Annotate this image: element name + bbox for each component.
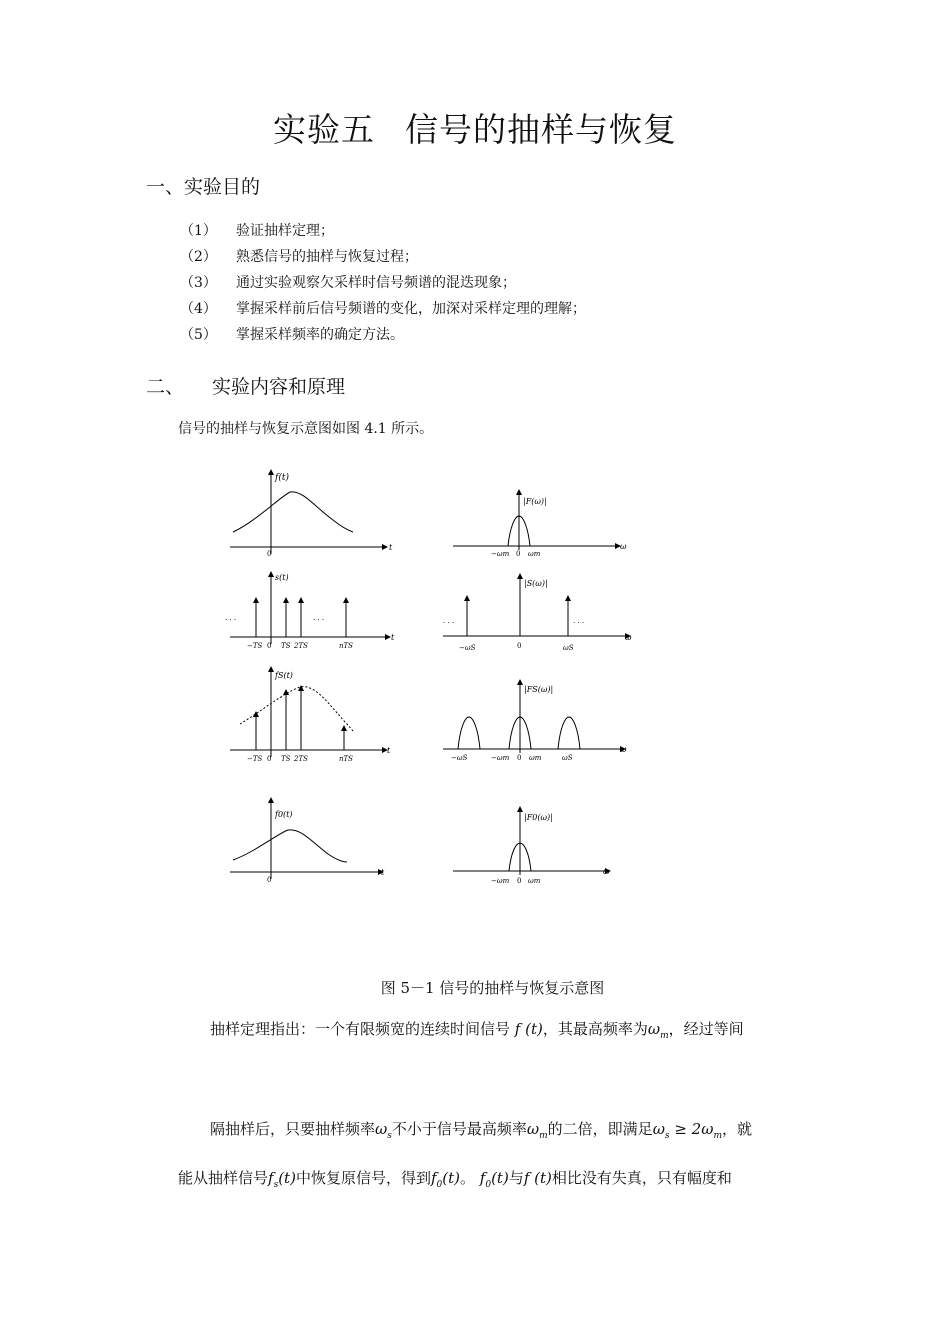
list-item <box>180 322 586 348</box>
label-dots: · · · <box>573 619 585 627</box>
label-Wm: ωm <box>529 754 542 762</box>
list-item <box>180 244 586 270</box>
label-t: t <box>391 633 395 642</box>
label-w: ω <box>625 633 632 642</box>
label-zero: 0 <box>517 877 522 885</box>
label-w: ω <box>603 867 610 876</box>
label-nTs: nTS <box>339 755 353 763</box>
label-t: t <box>387 746 391 755</box>
list-number: （2） <box>180 249 217 265</box>
label-Ws: ωS <box>563 644 574 652</box>
label-dots: · · · <box>313 616 325 624</box>
list-number: （4） <box>180 301 217 317</box>
math-sub: s <box>664 1131 670 1141</box>
text-run: 隔抽样后，只要抽样频率 <box>210 1120 376 1138</box>
text-run: ，就 <box>722 1120 753 1138</box>
label-st: s(t) <box>275 573 289 582</box>
label-Ts: TS <box>281 755 291 763</box>
math-omega: ω <box>375 1120 388 1138</box>
list-item <box>180 218 586 244</box>
math-targ: (t) <box>442 1169 460 1187</box>
math-sub: s <box>387 1131 392 1141</box>
plot-Fsw <box>443 680 627 762</box>
text-run: 相比没有失真，只有幅度和 <box>551 1169 732 1187</box>
label-Wm: ωm <box>528 550 541 558</box>
objectives-list <box>180 218 586 348</box>
label-Ts: TS <box>281 642 291 650</box>
label-w: ω <box>620 542 627 551</box>
text-run: ，经过等间 <box>668 1020 744 1038</box>
math-sub: m <box>713 1131 722 1141</box>
label-Ws: ωS <box>562 754 573 762</box>
text-run: 不小于信号最高频率 <box>391 1120 527 1138</box>
math-sub: 0 <box>436 1180 443 1190</box>
label-negTs: −TS <box>247 642 263 650</box>
section-number: 一、 <box>146 176 185 198</box>
label-Sw: |S(ω)| <box>524 579 548 588</box>
plot-st <box>225 572 395 650</box>
text-run: 能从抽样信号 <box>178 1169 269 1187</box>
math-omega: ω <box>526 1120 540 1138</box>
math-f: f <box>430 1169 437 1187</box>
label-negWs: −ωS <box>459 644 476 652</box>
paragraph-line-2 <box>210 1118 840 1141</box>
label-fst: fS(t) <box>275 671 293 680</box>
label-2Ts: 2TS <box>294 642 308 650</box>
section-number: 二、 <box>146 376 185 398</box>
math-f: f <box>268 1169 274 1187</box>
label-w: ω <box>620 745 627 754</box>
math-sub: s <box>273 1180 279 1190</box>
label-zero: 0 <box>267 876 272 884</box>
plot-Sw <box>443 574 632 652</box>
label-negWm: −ωm <box>491 550 510 558</box>
math-omega: ω <box>647 1020 661 1038</box>
section-label: 实验内容和原理 <box>212 376 346 398</box>
section-heading-1 <box>146 172 260 199</box>
list-number: （5） <box>180 327 217 343</box>
label-nTs: nTS <box>339 642 353 650</box>
label-negWm: −ωm <box>491 754 510 762</box>
list-text: 掌握采样频率的确定方法。 <box>236 327 404 343</box>
label-t: t <box>389 543 393 552</box>
math-sub: 0 <box>485 1180 492 1190</box>
title-part1: 实验五 <box>273 110 375 149</box>
label-dots: · · · <box>443 619 455 627</box>
label-zero: 0 <box>516 550 521 558</box>
label-zero: 0 <box>267 755 272 763</box>
math-f: f <box>479 1169 486 1187</box>
label-Fw: |F(ω)| <box>523 497 547 506</box>
math-targ: (t) <box>278 1169 296 1187</box>
list-number: （1） <box>180 223 217 239</box>
label-f0t: f0(t) <box>275 810 293 819</box>
math-ft: f (t) <box>514 1020 543 1038</box>
label-zero: 0 <box>267 550 272 558</box>
math-sub: m <box>660 1031 669 1041</box>
text-run: ，其最高频率为 <box>542 1020 648 1038</box>
list-text: 熟悉信号的抽样与恢复过程； <box>236 249 418 265</box>
section-heading-2 <box>146 372 345 399</box>
text-run: 的二倍，即满足 <box>547 1120 653 1138</box>
list-item <box>180 270 586 296</box>
plot-fst <box>230 667 391 763</box>
label-zero: 0 <box>267 642 272 650</box>
label-zero: 0 <box>517 754 522 762</box>
section-label: 实验目的 <box>184 176 261 198</box>
plot-ft <box>230 470 393 558</box>
math-ft: f (t) <box>523 1169 552 1187</box>
list-item <box>180 296 586 322</box>
sampling-figure <box>215 462 635 892</box>
paragraph-line-1 <box>210 1018 840 1041</box>
paragraph-line-3 <box>178 1167 808 1190</box>
label-Fsw: |FS(ω)| <box>524 685 554 694</box>
text-run: 与 <box>508 1169 524 1187</box>
math-targ: (t) <box>491 1169 509 1187</box>
list-number: （3） <box>180 275 217 291</box>
label-zero: 0 <box>517 642 522 650</box>
math-omega: ω <box>652 1120 665 1138</box>
plot-Fw <box>453 490 627 558</box>
text-run: 中恢复原信号，得到 <box>295 1169 431 1187</box>
intro-paragraph: 信号的抽样与恢复示意图如图 4.1 所示。 <box>178 421 434 437</box>
label-negTs: −TS <box>247 755 263 763</box>
label-F0w: |F0(ω)| <box>524 813 553 822</box>
page-title <box>0 104 950 151</box>
text-run: 抽样定理指出：一个有限频宽的连续时间信号 <box>210 1020 511 1038</box>
label-Wm: ωm <box>528 877 541 885</box>
text-run: 。 <box>459 1169 475 1187</box>
label-negWs: −ωS <box>451 754 468 762</box>
label-t: t <box>381 868 385 877</box>
label-dots: · · · <box>225 616 237 624</box>
list-text: 通过实验观察欠采样时信号频谱的混迭现象； <box>236 275 516 291</box>
title-part2: 信号的抽样与恢复 <box>405 110 677 149</box>
plot-f0t <box>230 798 385 884</box>
plot-F0w <box>453 807 610 885</box>
list-text: 掌握采样前后信号频谱的变化，加深对采样定理的理解； <box>236 301 586 317</box>
math-sub: m <box>539 1131 548 1141</box>
label-negWm: −ωm <box>491 877 510 885</box>
math-ineq: ≥ 2ω <box>674 1120 714 1138</box>
figure-caption: 图 5－1 信号的抽样与恢复示意图 <box>380 979 605 997</box>
label-ft: f(t) <box>275 473 289 483</box>
list-text: 验证抽样定理； <box>236 223 334 239</box>
label-2Ts: 2TS <box>294 755 308 763</box>
